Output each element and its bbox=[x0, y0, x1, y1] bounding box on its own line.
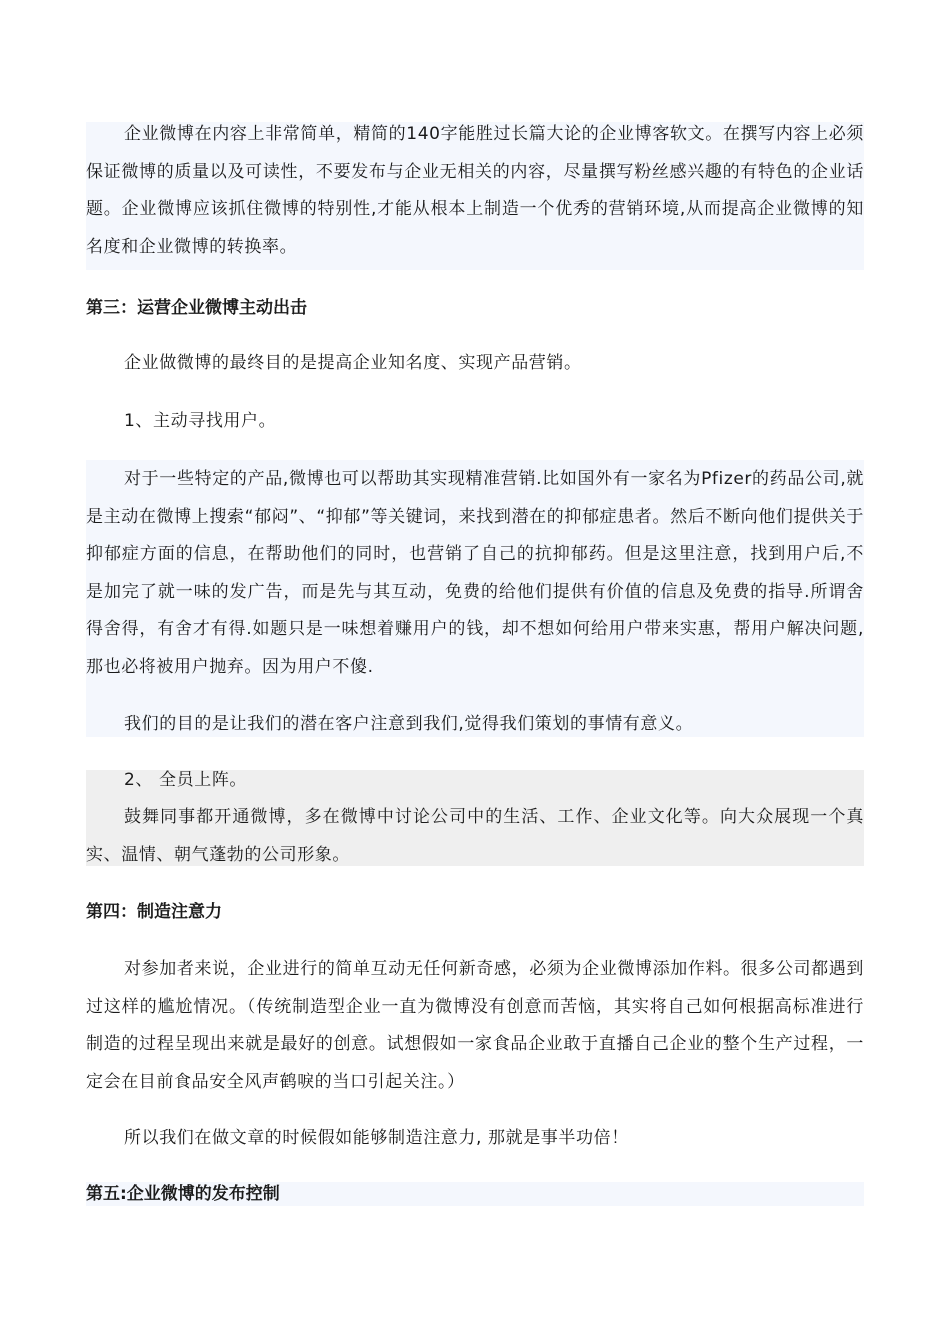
paragraph-create-attention: 对参加者来说，企业进行的简单互动无任何新奇感，必须为企业微博添加作料。很多公司都遇到过这样的尴尬情况。（传统制造型企业一直为微博没有创意而苦恼，其实将自己如何根据高标准进行制造的过程呈现出来就是最好的创意。试想假如一家食品企业敢于直播自己企业的整个生产过程，一定会在目前食品安全风声鹤唳的当口引起关注。） bbox=[86, 959, 864, 1092]
paragraph-our-goal: 我们的目的是让我们的潜在客户注意到我们,觉得我们策划的事情有意义。 bbox=[124, 714, 694, 734]
paragraph-all-staff: 2、 全员上阵。 bbox=[124, 770, 248, 790]
paragraph-encourage-colleagues: 鼓舞同事都开通微博，多在微博中讨论公司中的生活、工作、企业文化等。向大众展现一个真实、温情、朝气蓬勃的公司形象。 bbox=[86, 807, 864, 865]
paragraph-pfizer-example: 对于一些特定的产品,微博也可以帮助其实现精准营销.比如国外有一家名为Pfizer的药品公司,就是主动在微博上搜索“郁闷”、“抑郁”等关键词，来找到潜在的抑郁症患者。然后不断向他们提供关于抑郁症方面的信息，在帮助他们的同时，也营销了自己的抗抑郁药。但是这里注意，找到用户后,不是加完了就一味的发广告，而是先与其互动，免费的给他们提供有价值的信息及免费的指导.所谓舍得舍得，有舍才有得.如题只是一味想着赚用户的钱，却不想如何给用户带来实惠，帮用户解决问题,那也必将被用户抛弃。因为用户不傻. bbox=[86, 469, 864, 677]
heading-section-four: 第四：制造注意力 bbox=[86, 902, 222, 922]
paragraph-weibo-content: 企业微博在内容上非常简单，精简的140字能胜过长篇大论的企业博客软文。在撰写内容上必须保证微博的质量以及可读性，不要发布与企业无相关的内容，尽量撰写粉丝感兴趣的有特色的企业话题。企业微博应该抓住微博的特别性,才能从根本上制造一个优秀的营销环境,从而提高企业微博的知名度和企业微博的转换率。 bbox=[86, 124, 864, 257]
heading-section-three: 第三：运营企业微博主动出击 bbox=[86, 298, 307, 318]
paragraph-double-effect: 所以我们在做文章的时候假如能够制造注意力, 那就是事半功倍！ bbox=[124, 1128, 629, 1148]
heading-section-five: 第五:企业微博的发布控制 bbox=[86, 1184, 280, 1204]
paragraph-find-users: 1、主动寻找用户。 bbox=[124, 411, 277, 431]
paragraph-weibo-goal: 企业做微博的最终目的是提高企业知名度、实现产品营销。 bbox=[124, 353, 582, 373]
